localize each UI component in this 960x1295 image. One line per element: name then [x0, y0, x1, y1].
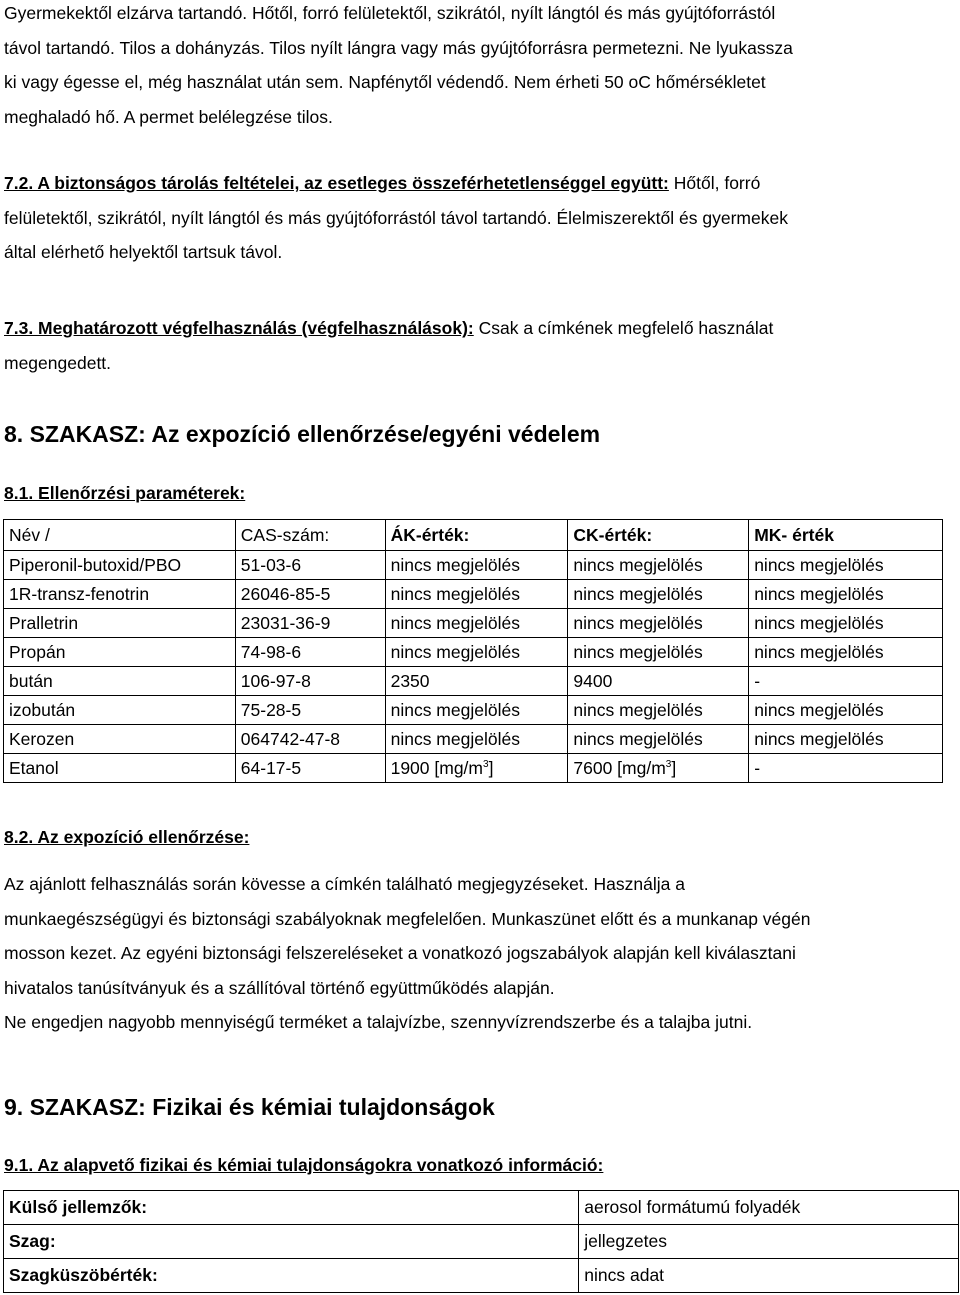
paragraph-line: Gyermekektől elzárva tartandó. Hőtől, forró felületektől, szikrától, nyílt lángtól és más gyújtóforrástól — [4, 3, 776, 23]
section-7-3 — [4, 311, 944, 380]
section-7-3-text: Csak a címkének megfelelő használat — [473, 318, 774, 338]
header-cell: Név / — [4, 520, 236, 551]
property-row — [4, 1225, 959, 1259]
table-cell: 7600 $[mg/m^3]$ — [568, 754, 749, 783]
table-cell: 74-98-6 — [235, 638, 385, 667]
paragraph-line: távol tartandó. Tilos a dohányzás. Tilos nyílt lángra vagy más gyújtóforrásra permetezni. Ne lyukassza — [4, 37, 793, 58]
table-cell: 51-03-6 — [235, 551, 385, 580]
table-cell: 1900 $[mg/m^3]$ — [385, 754, 568, 783]
table-row — [4, 580, 943, 609]
table-cell: Kerozen — [4, 725, 236, 754]
table-row — [4, 754, 943, 783]
table-cell: nincs megjelölés — [385, 696, 568, 725]
table-cell: nincs megjelölés — [385, 551, 568, 580]
table-cell: 9400 — [568, 667, 749, 696]
table-row — [4, 609, 943, 638]
table-cell: 64-17-5 — [235, 754, 385, 783]
table-cell: 106-97-8 — [235, 667, 385, 696]
table-cell: nincs megjelölés — [385, 609, 568, 638]
section-7-3-heading: 7.3. Meghatározott végfelhasználás (végfelhasználások): — [4, 318, 474, 338]
table-cell: bután — [4, 667, 236, 696]
table-cell: nincs megjelölés — [568, 609, 749, 638]
table-cell: nincs megjelölés — [568, 725, 749, 754]
table-cell: nincs megjelölés — [749, 551, 943, 580]
paragraph-line: ki vagy égesse el, még használat után sem. Napfénytől védendő. Nem érheti 50 oC hőmérsékletet — [4, 72, 766, 92]
table-cell: Etanol — [4, 754, 236, 783]
section-8-1-heading: 8.1. Ellenőrzési paraméterek: — [4, 483, 246, 503]
table-row — [4, 638, 943, 667]
table-cell: 2350 — [385, 667, 568, 696]
table-cell: Piperonil-butoxid/PBO — [4, 551, 236, 580]
property-label: Szagküszöbérték: — [4, 1259, 579, 1293]
table-cell: nincs megjelölés — [568, 638, 749, 667]
property-value: nincs adat — [579, 1259, 959, 1293]
paragraph-line: Az ajánlott felhasználás során kövesse a címkén található megjegyzéseket. Használja a — [4, 874, 685, 894]
section-8-2-heading: 8.2. Az expozíció ellenőrzése: — [4, 827, 250, 847]
table-cell: 1R-transz-fenotrin — [4, 580, 236, 609]
paragraph-line: Ne engedjen nagyobb mennyiségű terméket a talajvízbe, szennyvízrendszerbe és a talajba jutni. — [4, 1012, 753, 1032]
table-cell: nincs megjelölés — [385, 580, 568, 609]
section-9-1-heading: 9.1. Az alapvető fizikai és kémiai tulajdonságokra vonatkozó információ: — [4, 1155, 604, 1175]
property-value: jellegzetes — [579, 1225, 959, 1259]
table-row — [4, 551, 943, 580]
paragraph-line: meghaladó hő. A permet belélegzése tilos. — [4, 106, 333, 127]
storage-precautions-paragraph — [4, 0, 944, 134]
section-7-2 — [4, 166, 944, 270]
table-cell: nincs megjelölés — [749, 725, 943, 754]
section-8-title: 8. SZAKASZ: Az expozíció ellenőrzése/egyéni védelem — [4, 421, 601, 447]
table-cell: nincs megjelölés — [749, 696, 943, 725]
paragraph-line: megengedett. — [4, 352, 112, 373]
exposure-control-paragraph — [4, 867, 944, 1040]
physical-properties-table — [3, 1190, 959, 1293]
table-header-row — [4, 520, 943, 551]
table-cell: Pralletrin — [4, 609, 236, 638]
table-cell: izobután — [4, 696, 236, 725]
paragraph-line: munkaegészségügyi és biztonsági szabályoknak megfelelően. Munkaszünet előtt és a munkanap végén — [4, 908, 811, 929]
paragraph-line: felületektől, szikrától, nyílt lángtól és más gyújtóforrástól távol tartandó. Élelmiszerektől és gyermekek — [4, 207, 788, 228]
table-cell: nincs megjelölés — [749, 609, 943, 638]
header-cell: ÁK-érték: — [385, 520, 568, 551]
header-cell: MK- érték — [749, 520, 943, 551]
table-cell: 23031-36-9 — [235, 609, 385, 638]
table-cell: - — [749, 667, 943, 696]
paragraph-line: mosson kezet. Az egyéni biztonsági felszereléseket a vonatkozó jogszabályok alapján kell kiválasztani — [4, 943, 796, 963]
table-cell: 75-28-5 — [235, 696, 385, 725]
property-value: aerosol formátumú folyadék — [579, 1191, 959, 1225]
table-cell: nincs megjelölés — [385, 638, 568, 667]
table-cell: - — [749, 754, 943, 783]
exposure-limits-table — [3, 519, 943, 783]
paragraph-line: hivatalos tanúsítványuk és a szállítóval történő együttműködés alapján. — [4, 977, 555, 998]
section-7-2-text: Hőtől, forró — [668, 173, 761, 193]
property-row — [4, 1259, 959, 1293]
property-label: Külső jellemzők: — [4, 1191, 579, 1225]
table-cell: nincs megjelölés — [749, 638, 943, 667]
table-row — [4, 667, 943, 696]
table-row — [4, 696, 943, 725]
property-label: Szag: — [4, 1225, 579, 1259]
table-cell: 064742-47-8 — [235, 725, 385, 754]
section-9-title: 9. SZAKASZ: Fizikai és kémiai tulajdonságok — [4, 1094, 495, 1120]
header-cell: CK-érték: — [568, 520, 749, 551]
table-cell: nincs megjelölés — [385, 725, 568, 754]
table-cell: nincs megjelölés — [568, 696, 749, 725]
header-cell: CAS-szám: — [235, 520, 385, 551]
paragraph-line: által elérhető helyektől tartsuk távol. — [4, 242, 283, 262]
table-cell: 26046-85-5 — [235, 580, 385, 609]
table-row — [4, 725, 943, 754]
property-row — [4, 1191, 959, 1225]
table-cell: nincs megjelölés — [568, 551, 749, 580]
table-cell: Propán — [4, 638, 236, 667]
table-cell: nincs megjelölés — [568, 580, 749, 609]
table-cell: nincs megjelölés — [749, 580, 943, 609]
section-7-2-heading: 7.2. A biztonságos tárolás feltételei, az esetleges összeférhetetlenséggel együtt: — [4, 173, 669, 193]
